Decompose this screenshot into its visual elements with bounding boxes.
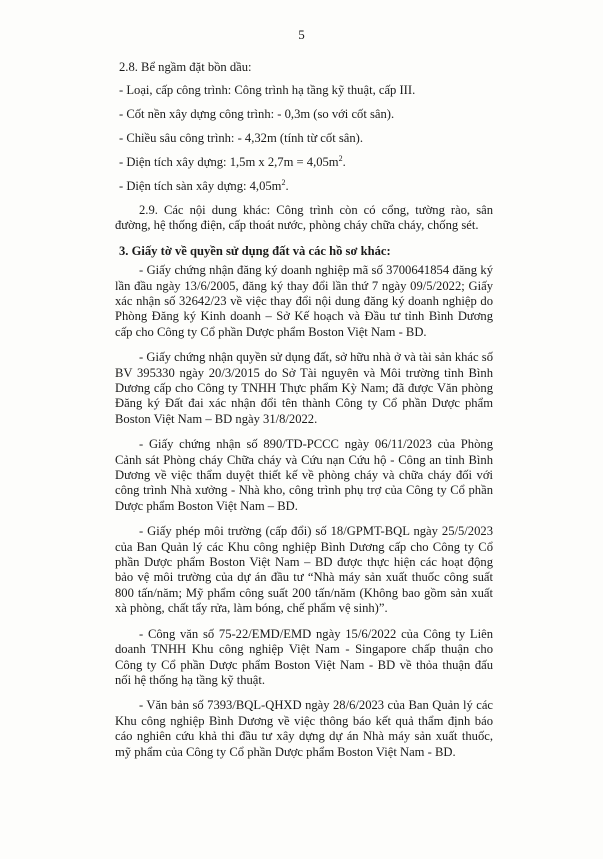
item-floor-area-text: - Diện tích sàn xây dựng: 4,05m — [119, 179, 282, 194]
section-3-heading: 3. Giấy tờ về quyền sử dụng đất và các hồ sơ khác: — [119, 243, 391, 258]
item-floor-elevation: - Cốt nền xây dựng công trình: - 0,3m (so với cốt sân). — [119, 107, 395, 122]
section-2-8-heading: 2.8. Bể ngầm đặt bồn dầu: — [119, 60, 252, 74]
section-2-9-paragraph: 2.9. Các nội dung khác: Công trình còn có cổng, tường rào, sân đường, hệ thống điện, cấp thoát nước, phòng cháy chữa cháy, chống sét. — [115, 202, 493, 233]
item-floor-area: - Diện tích sàn xây dựng: $4,05m^2$. — [119, 177, 289, 194]
item-construction-area-text: - Diện tích xây dựng: 1,5m x 2,7m = 4,05m — [119, 155, 339, 170]
item-construction-area: - Diện tích xây dựng: 1,5m x $2,7m = 4,05m^2$. — [119, 153, 346, 170]
paragraph-environmental-permit: - Giấy phép môi trường (cấp đổi) số 18/GPMT-BQL ngày 25/5/2023 của Ban Quản lý các Khu công nghiệp Bình Dương cấp cho Công ty Cổ phần Dược phẩm Boston Việt Nam – BD được thực hiện các hoạt động bảo vệ môi trường của dự án đầu tư “Nhà máy sản xuất thuốc công suất 800 tấn/năm; Mỹ phẩm công suất 200 tấn/năm (Không bao gồm sản xuất xà phòng, chất tẩy rửa, làm bóng, chế phẩm vệ sinh)”. — [115, 524, 493, 616]
paragraph-business-registration: - Giấy chứng nhận đăng ký doanh nghiệp mã số 3700641854 đăng ký lần đầu ngày 13/6/2005, đăng ký thay đổi lần thứ 7 ngày 09/5/2022; Giấy xác nhận số 32642/23 về việc thay đổi nội dung đăng ký doanh nghiệp do Phòng Đăng ký Kinh doanh – Sở Kế hoạch và Đầu tư tỉnh Bình Dương cấp cho Công ty Cổ phần Dược phẩm Boston Việt Nam - BD. — [115, 263, 493, 339]
superscript-floor: 2 — [281, 177, 286, 187]
item-construction-grade: - Loại, cấp công trình: Công trình hạ tầng kỹ thuật, cấp III. — [119, 83, 416, 98]
document-body — [115, 60, 493, 770]
paragraph-feasibility-notice: - Văn bản số 7393/BQL-QHXD ngày 28/6/2023 của Ban Quản lý các Khu công nghiệp Bình Dương về việc thông báo kết quả thẩm định báo cáo nghiên cứu khả thi đầu tư xây dựng dự án Nhà máy sản xuất thuốc, mỹ phẩm của Công ty Cổ phần Dược phẩm Boston Việt Nam - BD. — [115, 698, 493, 759]
superscript-area: 2 — [338, 153, 343, 163]
paragraph-fire-safety-certificate: - Giấy chứng nhận số 890/TD-PCCC ngày 06/11/2023 của Phòng Cảnh sát Phòng cháy Chữa cháy và Cứu nạn Cứu hộ - Công an tỉnh Bình Dương về việc thẩm duyệt thiết kế về phòng cháy và chữa cháy đối với công trình Nhà xưởng - Nhà kho, công trình phụ trợ của Công ty Cổ phần Dược phẩm Boston Việt Nam – BD. — [115, 437, 493, 513]
paragraph-infrastructure-letter: - Công văn số 75-22/EMD/EMD ngày 15/6/2022 của Công ty Liên doanh TNHH Khu công nghiệp Việt Nam - Singapore chấp thuận cho Công ty Cổ phần Dược phẩm Boston Việt Nam - BD về thỏa thuận đấu nối hệ thống hạ tầng kỹ thuật. — [115, 626, 493, 687]
item-depth: - Chiều sâu công trình: - 4,32m (tính từ cốt sân). — [119, 131, 363, 146]
paragraph-land-use-certificate: - Giấy chứng nhận quyền sử dụng đất, sở hữu nhà ở và tài sản khác số BV 395330 ngày 20/3/2015 do Sở Tài nguyên và Môi trường tỉnh Bình Dương cấp cho Công ty TNHH Thực phẩm Kỳ Nam; đã được Văn phòng Đăng ký Đất đai xác nhận đổi tên thành Công ty Cổ phần Dược phẩm Boston Việt Nam – BD ngày 31/8/2022. — [115, 350, 493, 426]
page-number: 5 — [298, 27, 305, 42]
